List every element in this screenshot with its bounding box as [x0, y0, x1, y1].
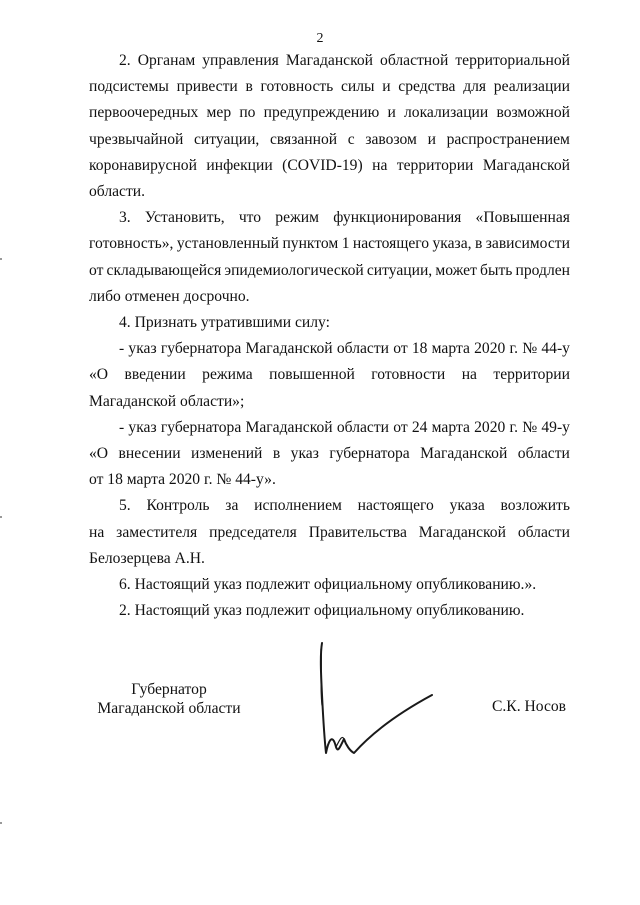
word: настоящего [357, 497, 434, 515]
word: и [382, 78, 391, 96]
document-line [119, 52, 570, 70]
signatory-title-line2: Магаданской области [97, 700, 241, 717]
document-line: области. [89, 183, 146, 200]
word: настоящего [352, 235, 430, 253]
word: указ [128, 340, 157, 358]
document-line: 2. Настоящий указ подлежит официальному опубликованию. [119, 602, 525, 620]
scan-margin-mark [0, 516, 2, 518]
word: режима [202, 366, 253, 384]
word: введении [124, 366, 186, 384]
word: на [461, 366, 477, 384]
document-line: 6. Настоящий указ подлежит официальному опубликованию.». [119, 576, 537, 593]
word: заместителя [116, 523, 198, 541]
document-line [119, 209, 570, 227]
word: № [522, 340, 538, 358]
word: готовность», [89, 235, 174, 253]
word: повышенной [269, 366, 355, 384]
word: Правительства [308, 523, 407, 541]
page-number: 2 [316, 31, 324, 46]
word: г. [509, 340, 519, 358]
word: Магаданской [245, 340, 333, 358]
word: за [225, 497, 239, 515]
word: области [336, 340, 390, 358]
word: и [427, 130, 436, 148]
word: мер [206, 104, 232, 122]
signatory-title-line1: Губернатор [131, 681, 207, 698]
word: «О [89, 445, 109, 462]
word: от [393, 418, 408, 436]
word: 2020 [474, 418, 506, 436]
word: губернатора [160, 340, 242, 358]
word: - [119, 340, 125, 358]
word: указа [449, 497, 485, 515]
word: 18 [411, 340, 428, 358]
word: Магаданской [418, 523, 506, 541]
word: от [89, 261, 104, 279]
document-line: Магаданской области»; [89, 392, 245, 410]
document-line [119, 419, 570, 437]
word: исполнением [254, 497, 342, 515]
word: марта [431, 418, 470, 436]
document-line: либо отменен досрочно. [89, 287, 250, 305]
word: Магаданской [285, 52, 374, 69]
word: первоочередных [89, 104, 199, 122]
word: силы [341, 78, 375, 96]
word: на [372, 156, 388, 174]
word: быть [480, 261, 513, 279]
word: изменений [191, 445, 263, 462]
word: завозом [365, 130, 417, 148]
word: Магаданской [420, 445, 508, 462]
word: территории [396, 156, 474, 174]
word: области [336, 418, 390, 436]
word: указ [290, 445, 319, 462]
word: губернатора [160, 418, 242, 436]
word: 1 [341, 235, 350, 253]
word: указа, [432, 235, 472, 253]
document-line: 4. Признать утратившими силу: [119, 314, 330, 331]
document-line [119, 340, 570, 358]
document-line [89, 104, 570, 122]
word: от [393, 340, 408, 358]
handwritten-signature [300, 635, 450, 765]
word: распространением [446, 130, 570, 148]
word: с [347, 130, 355, 148]
word: территориальной [455, 52, 570, 69]
word: председателя [209, 523, 297, 541]
word: областной [380, 52, 449, 69]
document-line [89, 157, 570, 175]
word: - [119, 418, 125, 436]
word: может [435, 261, 477, 279]
word: «О [89, 366, 109, 384]
word: готовности [371, 366, 446, 384]
word: г. [509, 418, 519, 436]
word: на [89, 523, 105, 541]
word: 2020 [474, 340, 506, 358]
word: управления [202, 52, 279, 69]
document-line [89, 262, 570, 280]
word: Магаданской [482, 156, 570, 174]
word: марта [431, 340, 470, 358]
word: складывающейся [106, 261, 222, 279]
word: 3. [119, 209, 131, 227]
word: указ [128, 418, 157, 436]
word: 5. [119, 497, 131, 515]
word: «Повышенная [475, 209, 570, 227]
word: зависимости [485, 235, 570, 253]
document-line: Белозерцева А.Н. [89, 549, 205, 567]
scan-margin-mark [0, 822, 2, 824]
word: эпидемиологической [224, 261, 364, 279]
word: для [463, 78, 487, 96]
word: № [522, 418, 538, 436]
word: 49-у [541, 418, 570, 436]
document-line [89, 78, 570, 96]
word: что [238, 209, 262, 227]
document-line [89, 524, 570, 542]
word: Установить, [144, 209, 225, 227]
word: и [387, 104, 396, 122]
word: 24 [411, 418, 428, 436]
word: возможной [496, 104, 570, 122]
word: готовность [260, 78, 334, 96]
word: области [517, 445, 570, 462]
word: 44-у [541, 340, 570, 358]
word: Магаданской [245, 418, 333, 436]
document-line [89, 445, 570, 463]
word: установленный [176, 235, 280, 253]
word: 2. [119, 52, 131, 69]
signatory-title [89, 680, 249, 718]
word: функционирования [333, 209, 462, 227]
word: по [239, 104, 256, 122]
word: внесении [118, 445, 181, 462]
word: средства [398, 78, 456, 96]
word: (COVID-19) [282, 156, 363, 174]
word: пунктом [282, 235, 339, 253]
document-line [89, 131, 570, 149]
word: в [272, 445, 281, 462]
word: в [245, 78, 253, 96]
word: предупреждению [263, 104, 380, 122]
word: Контроль [146, 497, 210, 515]
word: привести [176, 78, 238, 96]
word: в [474, 235, 483, 253]
word: режим [275, 209, 319, 227]
document-line [89, 235, 570, 253]
scan-margin-mark [0, 258, 2, 260]
word: продлен [515, 261, 570, 279]
word: локализации [404, 104, 489, 122]
document-line [119, 497, 570, 515]
word: реализации [493, 78, 570, 96]
signatory-name: С.К. Носов [492, 698, 567, 715]
word: чрезвычайной [89, 130, 184, 148]
word: коронавирусной [89, 156, 197, 174]
document-line [89, 366, 570, 384]
word: губернатора [329, 445, 410, 462]
word: ситуации, [366, 261, 433, 279]
word: Органам [137, 52, 196, 69]
word: области [517, 523, 570, 541]
word: ситуации, [194, 130, 260, 148]
document-line: от 18 марта 2020 г. № 44-у». [89, 471, 276, 489]
word: возложить [500, 497, 570, 515]
word: инфекции [206, 156, 273, 174]
word: подсистемы [89, 78, 169, 96]
word: территории [493, 366, 570, 384]
word: связанной [269, 130, 338, 148]
